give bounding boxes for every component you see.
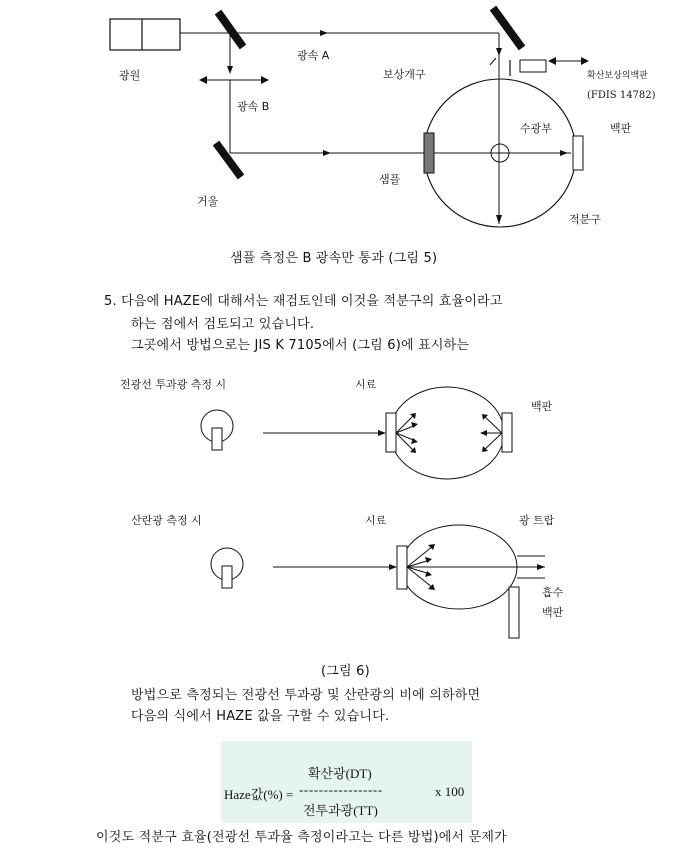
- paragraph-6-line-2: 다음의 식에서 HAZE 값을 구할 수 있습니다.: [131, 709, 390, 724]
- formula-lhs: Haze값(%) =: [224, 787, 294, 802]
- paragraph-5-line-1: 5. 다음에 HAZE에 대해서는 재검토인데 이것을 적분구의 효율이라고: [104, 294, 503, 309]
- light-source-label: 광원: [119, 69, 141, 82]
- formula-dashes: -----------------: [299, 782, 383, 797]
- total-transmission-label: 전광선 투과광 측정 시: [120, 378, 227, 391]
- sample-label: 샘플: [379, 173, 401, 186]
- formula-multiplier: x 100: [435, 784, 465, 799]
- scattered-light-label: 산란광 측정 시: [131, 514, 202, 527]
- bottom-white-plate-label: 백판: [542, 606, 564, 619]
- beam-a-label: 광속 A: [297, 49, 330, 62]
- absorb-label: 흡수: [542, 586, 564, 599]
- formula-numerator: 확산광(DT): [308, 766, 372, 781]
- light-trap-label: 광 트랍: [519, 514, 555, 527]
- paragraph-6-line-1: 방법으로 측정되는 전광선 투과광 및 산란광의 비에 의하하면: [131, 688, 481, 703]
- sphere-label: 적분구: [569, 213, 601, 226]
- white-plate-label: 백판: [610, 122, 632, 135]
- beam-b-label: 광속 B: [237, 100, 270, 113]
- compensation-port-label: 보상개구: [383, 68, 426, 81]
- top-white-plate: [502, 413, 512, 452]
- receiver-label: 수광부: [520, 122, 552, 135]
- paragraph-5-line-2: 하는 점에서 검토되고 있습니다.: [131, 317, 315, 332]
- formula-denominator: 전투과광(TT): [303, 803, 378, 818]
- top-sample-label: 시료: [355, 378, 377, 391]
- bottom-sample-label: 시료: [365, 514, 387, 527]
- bottom-sample: [397, 546, 407, 589]
- bottom-white-plate: [509, 587, 519, 638]
- diffuse-white-label: 확산보상의백판: [587, 71, 648, 81]
- figure-6-caption: (그림 6): [321, 664, 370, 679]
- paragraph-5-line-3: 그곳에서 방법으로는 JIS K 7105에서 (그림 6)에 표시하는: [131, 338, 470, 353]
- fdis-label: (FDIS 14782): [587, 90, 656, 101]
- mirror-label: 거울: [197, 195, 219, 208]
- top-sample: [386, 413, 396, 452]
- footer-line: 이것도 적분구 효율(전광선 투과율 측정이라고는 다른 방법)에서 문제가: [96, 830, 507, 845]
- top-white-plate-label: 백판: [531, 400, 553, 413]
- figure-5-caption: 샘플 측정은 B 광속만 통과 (그림 5): [230, 251, 438, 266]
